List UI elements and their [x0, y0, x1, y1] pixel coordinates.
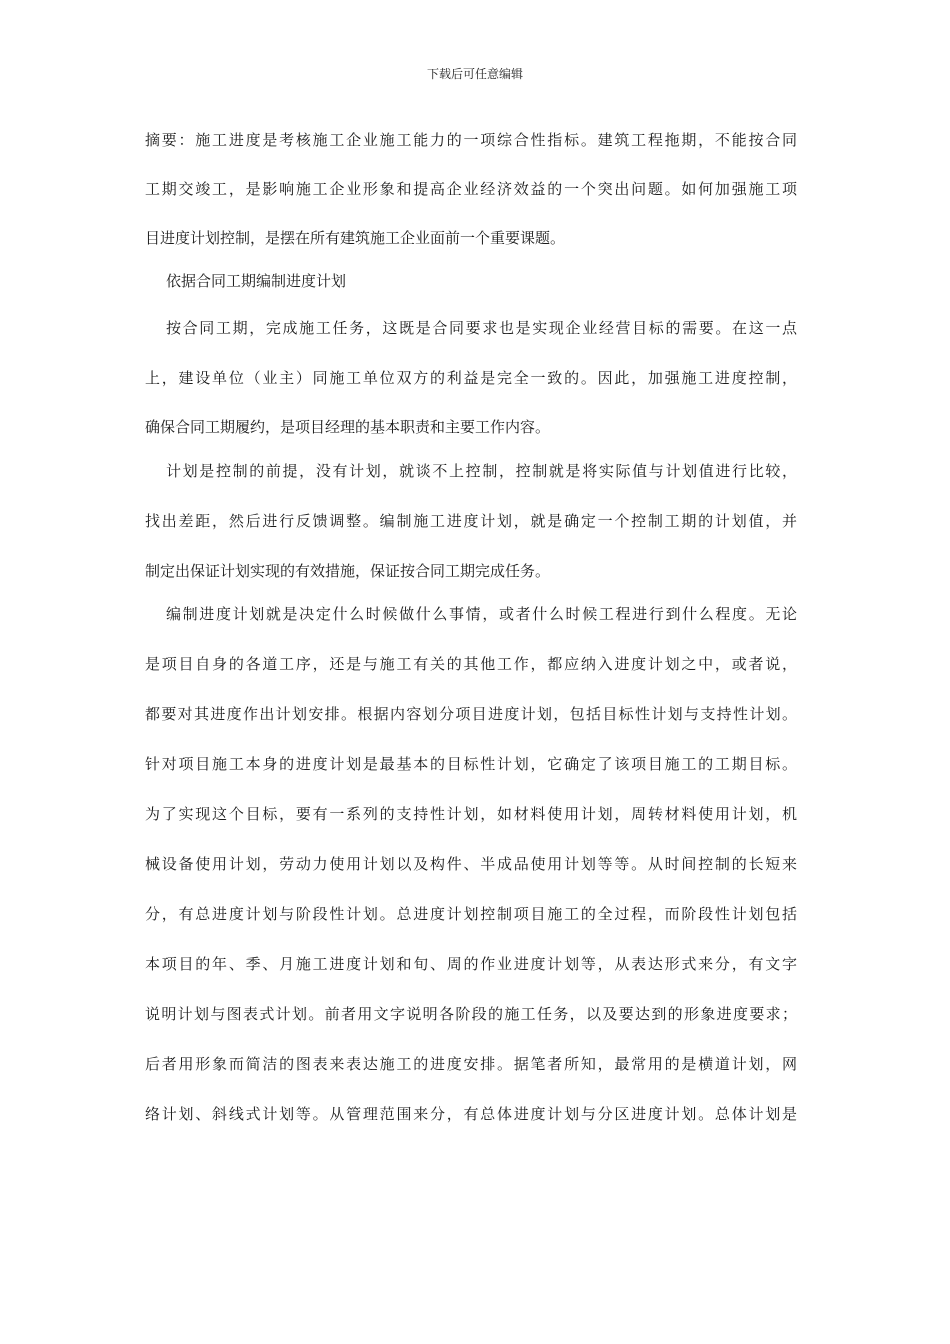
section-heading: 依据合同工期编制进度计划 [166, 272, 347, 290]
body-line: 编制进度计划就是决定什么时候做什么事情，或者什么时候工程进行到什么程度。无论 [166, 605, 799, 623]
body-line: 械设备使用计划，劳动力使用计划以及构件、半成品使用计划等等。从时间控制的长短来 [145, 855, 799, 873]
body-line: 是项目自身的各道工序，还是与施工有关的其他工作，都应纳入进度计划之中，或者说， [145, 655, 799, 673]
body-line: 制定出保证计划实现的有效措施，保证按合同工期完成任务。 [145, 562, 551, 580]
body-line: 摘要：施工进度是考核施工企业施工能力的一项综合性指标。建筑工程拖期，不能按合同 [145, 131, 799, 149]
body-line: 络计划、斜线式计划等。从管理范围来分，有总体进度计划与分区进度计划。总体计划是 [145, 1105, 799, 1123]
body-line: 找出差距，然后进行反馈调整。编制施工进度计划，就是确定一个控制工期的计划值，并 [145, 512, 799, 530]
body-line: 都要对其进度作出计划安排。根据内容划分项目进度计划，包括目标性计划与支持性计划。 [145, 705, 799, 723]
body-line: 上，建设单位（业主）同施工单位双方的利益是完全一致的。因此，加强施工进度控制， [145, 369, 799, 387]
page-header: 下载后可任意编辑 [426, 67, 523, 81]
body-line: 为了实现这个目标，要有一系列的支持性计划，如材料使用计划，周转材料使用计划，机 [145, 805, 799, 823]
body-line: 说明计划与图表式计划。前者用文字说明各阶段的施工任务，以及要达到的形象进度要求； [145, 1005, 799, 1023]
body-line: 确保合同工期履约，是项目经理的基本职责和主要工作内容。 [145, 418, 551, 436]
body-line: 本项目的年、季、月施工进度计划和旬、周的作业进度计划等，从表达形式来分，有文字 [145, 955, 799, 973]
body-line: 后者用形象而简洁的图表来表达施工的进度安排。据笔者所知，最常用的是横道计划，网 [145, 1055, 799, 1073]
body-line: 按合同工期，完成施工任务，这既是合同要求也是实现企业经营目标的需要。在这一点 [166, 319, 799, 337]
body-line: 目进度计划控制，是摆在所有建筑施工企业面前一个重要课题。 [145, 229, 566, 247]
body-line: 分，有总进度计划与阶段性计划。总进度计划控制项目施工的全过程，而阶段性计划包括 [145, 905, 799, 923]
body-line: 针对项目施工本身的进度计划是最基本的目标性计划，它确定了该项目施工的工期目标。 [145, 755, 799, 773]
body-line: 计划是控制的前提，没有计划，就谈不上控制，控制就是将实际值与计划值进行比较， [166, 462, 799, 480]
body-line: 工期交竣工，是影响施工企业形象和提高企业经济效益的一个突出问题。如何加强施工项 [145, 180, 799, 198]
